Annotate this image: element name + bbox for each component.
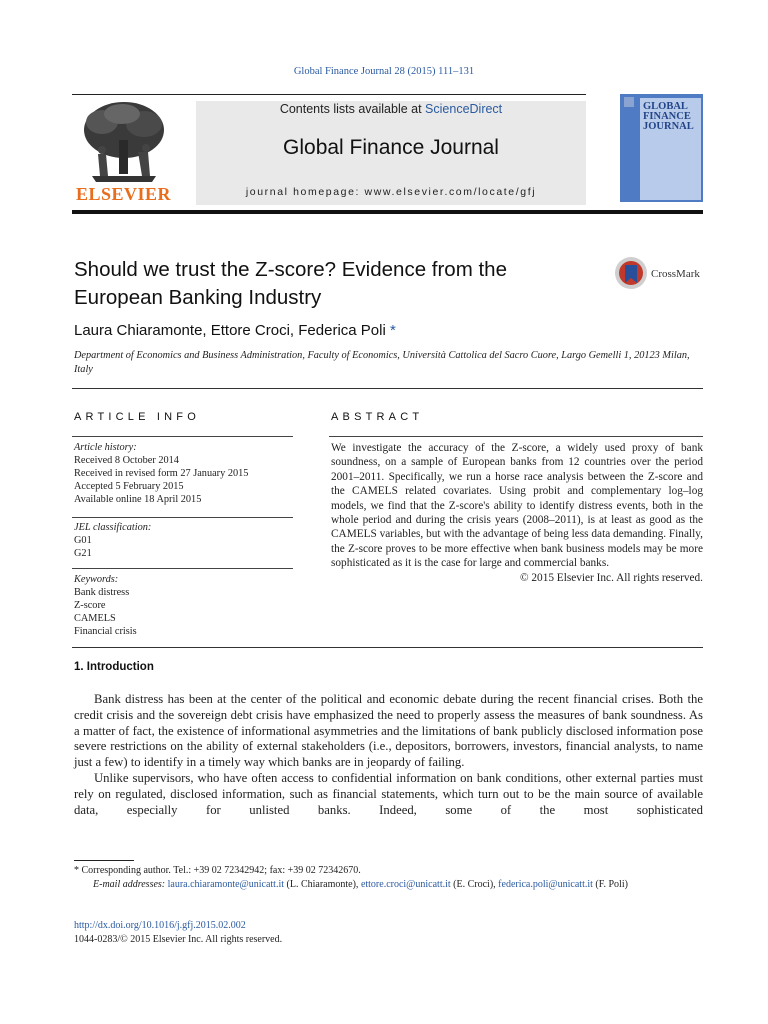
article-title: Should we trust the Z-score? Evidence from the European Banking Industry xyxy=(74,258,507,309)
header-thick-rule xyxy=(72,210,703,214)
history-item: Available online 18 April 2015 xyxy=(74,494,202,505)
jel-classification xyxy=(74,521,151,560)
article-info-heading: ARTICLE INFO xyxy=(74,411,200,423)
article-history xyxy=(74,441,248,506)
keywords-label: Keywords: xyxy=(74,574,119,585)
contents-line xyxy=(196,102,586,116)
email-link[interactable]: laura.chiaramonte@unicatt.it xyxy=(167,878,285,890)
sciencedirect-link[interactable]: ScienceDirect xyxy=(425,102,503,116)
footnote xyxy=(74,864,703,891)
journal-citation[interactable]: Global Finance Journal 28 (2015) 111–131 xyxy=(293,66,475,77)
crossmark-badge[interactable] xyxy=(613,256,708,290)
email-link[interactable]: federica.poli@unicatt.it xyxy=(498,878,593,890)
affiliation-rule xyxy=(72,388,703,389)
keyword: Z-score xyxy=(74,600,106,611)
cover-title-line: FINANCE xyxy=(643,111,691,122)
abstract-text: We investigate the accuracy of the Z-score, a widely used proxy of bank soundness, on a sample of European banks from 12 countries over the period 2001–2011. Specifically, we run a horse race analysis between the Z-score and the CAMELS related covariates. Using probit and complementary log–log models, we find that the Z-score's ability to identify distress events, both in the whole period and during the crisis years (2008–2011), is at least as good as the CAMELS variables, but with the advantage of being less data demanding. Finally, the Z-score proves to be more effective when bank business models may be more sophisticated as it is the case for large and commercial banks. xyxy=(331,442,703,570)
abstract-copyright: © 2015 Elsevier Inc. All rights reserved. xyxy=(519,571,703,584)
email-addresses xyxy=(74,878,703,892)
footnote-mark: * xyxy=(74,865,79,876)
email-owner: (E. Croci), xyxy=(453,878,496,890)
email-label: E-mail addresses: xyxy=(93,878,166,890)
email-owner: (L. Chiaramonte), xyxy=(286,878,359,890)
section-heading: 1. Introduction xyxy=(74,661,154,673)
cover-mark-icon xyxy=(624,97,634,107)
elsevier-wordmark: ELSEVIER xyxy=(75,184,172,204)
footnote-rule xyxy=(74,860,134,861)
cover-title-line: GLOBAL xyxy=(643,101,688,112)
paragraph: Bank distress has been at the center of the political and economic debate during the recent financial crises. Both the credit crisis and the sovereign debt crisis have emphasized the need to properly assess the measures of bank soundness. As a matter of fact, the existence of informational asymmetries and the limitations of bank publicly disclosed information pose severe restrictions on the ability of external stakeholders (i.e., depositors, borrowers, investors, financial analysts, to name just a few) to identify in a timely way which banks are in jeopardy of failing. xyxy=(74,692,703,770)
journal-cover-thumbnail xyxy=(620,94,703,202)
issn-line: 1044-0283/© 2015 Elsevier Inc. All rights reserved. xyxy=(74,934,283,945)
author-list xyxy=(74,322,396,339)
keyword: Financial crisis xyxy=(74,626,137,637)
history-label: Article history: xyxy=(74,442,137,453)
cover-title xyxy=(643,102,701,132)
jel-rule xyxy=(72,568,293,569)
history-rule xyxy=(72,517,293,518)
article-info-rule xyxy=(72,436,293,437)
contents-prefix: Contents lists available at xyxy=(279,102,426,116)
paragraph: Unlike supervisors, who have often access to confidential information on bank conditions, other external parties must rely on regulated, disclosed information, such as financial statements, which turn out to be the main source of available data, especially for unlisted banks. Indeed, some of the most sophisticated xyxy=(74,770,703,817)
jel-code: G01 xyxy=(74,535,92,546)
corresponding-author-note xyxy=(74,864,703,878)
introduction-body xyxy=(74,692,703,818)
keyword: Bank distress xyxy=(74,587,130,598)
abstract-end-rule xyxy=(72,647,703,648)
journal-homepage[interactable]: journal homepage: www.elsevier.com/locate/gfj xyxy=(245,186,537,198)
journal-title: Global Finance Journal xyxy=(283,136,499,159)
abstract-heading: ABSTRACT xyxy=(331,411,424,423)
crossmark-icon xyxy=(613,256,649,290)
affiliation: Department of Economics and Business Administration, Faculty of Economics, Università Cattolica del Sacro Cuore, Largo Gemelli 1, 20123 Milan, Italy xyxy=(74,350,690,375)
corresponding-contact: Corresponding author. Tel.: +39 02 72342942; fax: +39 02 72342670. xyxy=(81,865,361,876)
corresponding-author-mark[interactable]: * xyxy=(389,322,396,339)
header-rule xyxy=(72,94,586,95)
cover-title-line: JOURNAL xyxy=(643,121,694,132)
author-names: Laura Chiaramonte, Ettore Croci, Federica Poli xyxy=(74,322,386,339)
keywords xyxy=(74,573,137,638)
jel-code: G21 xyxy=(74,548,92,559)
history-item: Accepted 5 February 2015 xyxy=(74,481,184,492)
email-owner: (F. Poli) xyxy=(595,878,628,890)
keyword: CAMELS xyxy=(74,613,116,624)
history-item: Received in revised form 27 January 2015 xyxy=(74,468,249,479)
doi-link[interactable]: http://dx.doi.org/10.1016/j.gfj.2015.02.002 xyxy=(74,920,246,931)
jel-label: JEL classification: xyxy=(74,522,152,533)
history-item: Received 8 October 2014 xyxy=(74,455,179,466)
email-link[interactable]: ettore.croci@unicatt.it xyxy=(360,878,451,890)
abstract-rule xyxy=(329,436,703,437)
abstract-body xyxy=(331,441,703,585)
crossmark-label: CrossMark xyxy=(651,268,700,280)
